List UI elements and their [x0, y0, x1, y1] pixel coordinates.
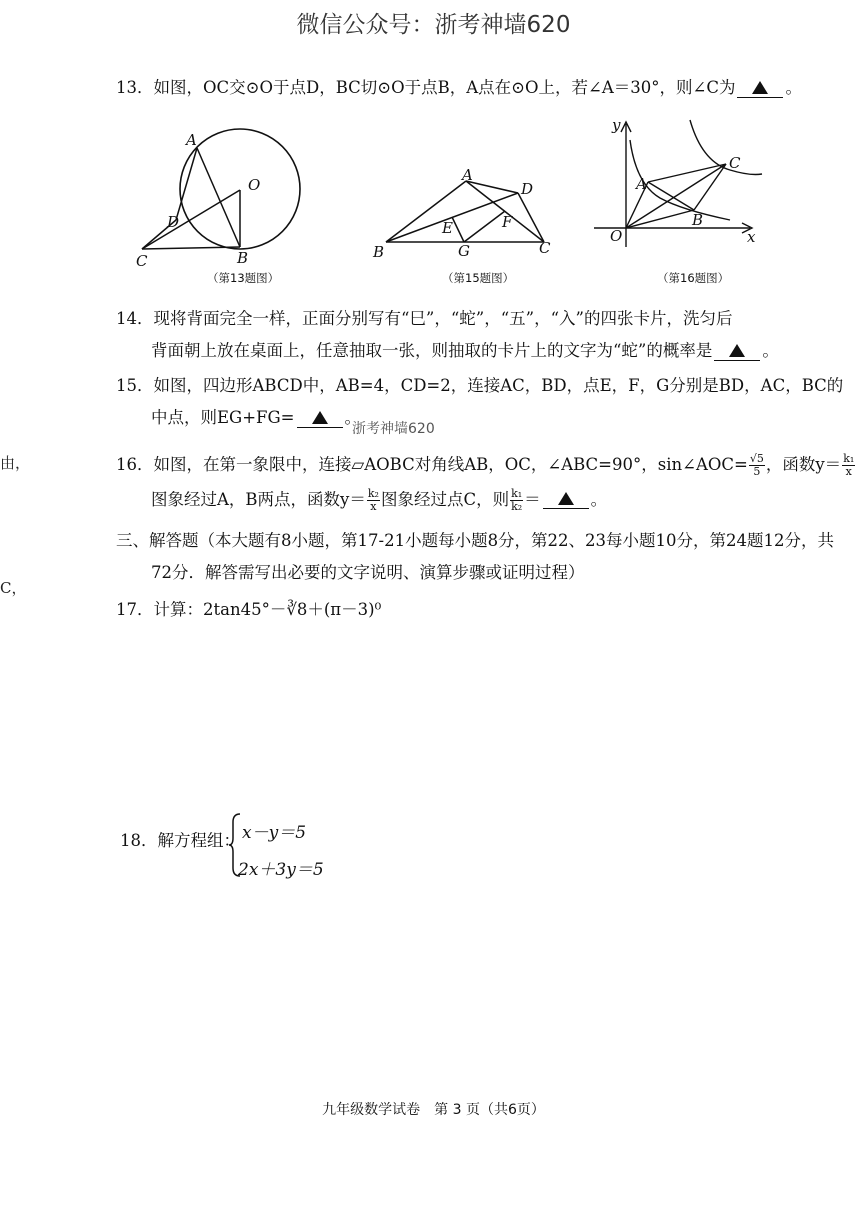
question-13-number: 13．	[116, 78, 154, 97]
question-13-text: 如图，OC交⊙O于点D，BC切⊙O于点B，A点在⊙O上，若∠A＝30°，则∠C为	[153, 78, 736, 97]
question-16-text-1a: 如图，在第一象限中，连接▱AOBC对角线AB，OC，∠ABC=90°，sin∠AOC=	[153, 454, 748, 474]
question-16-text-2b: 图象经过点C，则	[380, 489, 510, 509]
fig15-label-a: A	[462, 166, 473, 184]
question-14-number: 14．	[116, 309, 154, 328]
ratio-fraction-denominator: k₂	[511, 499, 523, 513]
k2-fraction-numerator: k₂	[367, 486, 379, 500]
question-15-line-1	[116, 378, 843, 395]
fig15-label-d: D	[521, 180, 534, 198]
equation-1: x－y＝5	[242, 823, 307, 843]
triangle-icon	[752, 81, 768, 94]
question-15-text-1: 如图，四边形ABCD中，AB=4，CD=2，连接AC，BD，点E，F，G分别是BD，AC，BC的	[153, 376, 844, 395]
figure-15	[368, 163, 560, 263]
question-16-line-1	[116, 450, 856, 480]
question-16-text-1b: ，函数y＝	[765, 454, 842, 474]
figure-16	[590, 112, 765, 252]
question-14-text-2: 背面朝上放在桌面上，任意抽取一张，则抽取的卡片上的文字为“蛇”的概率是	[151, 341, 713, 360]
ratio-fraction-numerator: k₁	[511, 486, 523, 500]
fig16-label-a: A	[636, 175, 647, 193]
fig16-label-x: x	[747, 228, 756, 246]
question-16-end: 。	[590, 489, 608, 509]
section-3-heading: 三、解答题（本大题有8小题，第17-21小题每小题8分，第22、23每小题10分，第24题12分，共	[116, 531, 835, 550]
question-14-end: 。	[762, 341, 779, 360]
ratio-fraction	[510, 488, 523, 512]
answer-blank-15	[297, 410, 343, 428]
fig13-label-b: B	[237, 249, 249, 267]
equation-2: 2x＋3y＝5	[238, 860, 324, 880]
sin-fraction-denominator: 5	[753, 464, 761, 478]
question-15-text-2: 中点，则EG+FG=	[151, 408, 295, 427]
figure-13-caption: （第13题图）	[207, 271, 280, 285]
left-edge-mark-1: 由，	[0, 454, 31, 472]
question-18-text: 解方程组：	[157, 831, 240, 850]
figure-13	[130, 120, 320, 270]
question-17	[116, 602, 381, 619]
triangle-icon	[558, 492, 574, 505]
triangle-icon	[312, 411, 328, 424]
sin-fraction	[749, 453, 765, 477]
question-14-line-2	[151, 343, 779, 361]
answer-blank-14	[714, 343, 760, 361]
question-13	[116, 80, 802, 98]
k2-fraction-denominator: x	[370, 499, 377, 513]
question-16-line-2: 图象经过A，B两点，函数y＝ $\frac{\text{k₂}}{x}$ 图象经过点C，则 $\frac{\text{k₁}}{\text{k₂}}$ ＝ 。	[151, 486, 608, 513]
question-15-line-2	[151, 410, 361, 428]
question-16-number: 16．	[116, 454, 154, 474]
section-3-instructions: 72分．解答需写出必要的文字说明、演算步骤或证明过程）	[151, 563, 585, 582]
question-15-end: 。	[344, 408, 362, 427]
triangle-icon	[729, 344, 745, 357]
left-edge-mark-2: C，	[0, 579, 27, 597]
header-watermark: 微信公众号：浙考神墙620	[296, 12, 571, 38]
fig15-label-c: C	[539, 239, 551, 257]
question-14-text-1: 现将背面完全一样，正面分别写有“巳”，“蛇”，“五”，“入”的四张卡片，洗匀后	[153, 309, 733, 328]
k1-fraction-numerator: k₁	[843, 451, 855, 465]
question-17-number: 17．	[116, 600, 154, 619]
fig15-label-e: E	[442, 219, 453, 237]
fig16-label-o: O	[610, 227, 623, 245]
figure-15-caption: （第15题图）	[442, 271, 515, 285]
answer-blank-13	[737, 80, 783, 98]
sin-fraction-numerator: √5	[749, 451, 764, 465]
question-18-label	[120, 833, 240, 850]
question-16-text-2a: 图象经过A，B两点，函数y＝	[151, 489, 366, 509]
k2-fraction	[367, 488, 380, 512]
question-14-line-1	[116, 311, 732, 328]
page-footer: 九年级数学试卷 第 3 页（共6页）	[322, 1102, 545, 1118]
fig16-label-b: B	[692, 211, 704, 229]
fig13-label-d: D	[167, 213, 180, 231]
fig15-label-f: F	[502, 213, 513, 231]
answer-blank-16	[543, 491, 589, 509]
fig15-label-b: B	[373, 243, 385, 261]
fig13-label-a: A	[186, 131, 197, 149]
k1-fraction	[842, 453, 855, 477]
question-17-text: 计算：2tan45°－∛8＋(π－3)⁰	[153, 600, 382, 619]
question-13-end: 。	[785, 78, 802, 97]
k1-fraction-denominator: x	[845, 464, 852, 478]
question-15-number: 15．	[116, 376, 154, 395]
fig16-label-y: y	[612, 116, 621, 134]
fig13-label-c: C	[136, 252, 148, 270]
question-18-number: 18．	[120, 831, 158, 850]
inline-watermark: 浙考神墙620	[352, 421, 435, 437]
figure-16-caption: （第16题图）	[657, 271, 730, 285]
fig15-label-g: G	[458, 242, 470, 260]
fig13-label-o: O	[248, 176, 261, 194]
fig16-label-c: C	[729, 154, 741, 172]
